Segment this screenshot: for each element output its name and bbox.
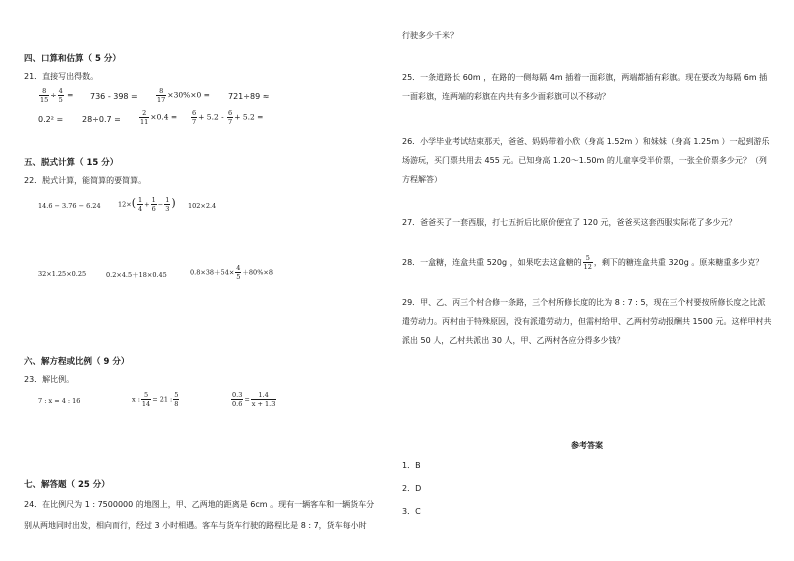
- answer-2: 2．D: [402, 484, 422, 493]
- answer-key-title: 参考答案: [571, 441, 603, 450]
- q29-text: 29．甲、乙、丙三个村合修一条路，三个村所修长度的比为 8 : 7 : 5，现在三个村要按所修长度之比派遣劳动力。丙村由于特殊原因，没有派遣劳动力，但需村给甲、乙两村劳动报酬共 1500 元。这样甲村共派出 50 人，乙村共派出 30 人，甲、乙两村各应分得多少钱？: [402, 298, 772, 345]
- q24-continuation: 行驶多少千米？: [402, 31, 458, 40]
- q23-label: 23．解比例。: [24, 375, 75, 384]
- q22-label: 22．脱式计算，能简算的要简算。: [24, 176, 147, 185]
- q21-r2-c3: $\frac{2}{11}$ ×0.4 =: [140, 109, 178, 126]
- q26-text: 26．小学毕业考试结束那天，爸爸、妈妈带着小欣（身高 1.52m ）和妹妹（身高 1.25m ）一起到游乐场游玩，买门票共用去 455 元。已知身高 1.20～1.50m 的儿童享受半价票，一张全价票多少元？（列方程解答）: [402, 137, 770, 184]
- answer-1: 1．B: [402, 461, 421, 470]
- q24-line2: 别从两地同时出发，相向而行，经过 3 小时相遇。客车与货车行驶的路程比是 8 : 7，货车每小时: [24, 521, 367, 530]
- q21-r1-c4: 721÷89 ≈: [228, 92, 270, 101]
- q25-text: 25．一条道路长 60m ，在路的一侧每隔 4m 插着一面彩旗，两端都插有彩旗。现在要改为每隔 6m 插一面彩旗，连两端的彩旗在内共有多少面彩旗可以不移动？: [402, 73, 768, 101]
- section-6-title: 六、解方程或比例（ 9 分）: [24, 357, 130, 367]
- q23-e1: 7 : x = 4 : 16: [38, 397, 81, 405]
- q28-text: 28．一盒糖，连盒共重 520g ，如果吃去这盒糖的 $\frac{5}{12}$ ，剩下的糖连盒共重 320g 。原来糖重多少克？: [402, 254, 764, 271]
- q21-label: 21．直接写出得数。: [24, 72, 99, 81]
- section-5-title: 五、脱式计算（ 15 分）: [24, 158, 119, 168]
- section-4-title: 四、口算和估算（ 5 分）: [24, 54, 121, 64]
- q21-r1-c3: $\frac{8}{17}$ ×30%×0 =: [157, 87, 210, 104]
- q22-r1-e3: 102×2.4: [188, 202, 217, 210]
- q21-r2-c4: $\frac{6}{7}$ + 5.2 - $\frac{6}{7}$ + 5.2 =: [192, 109, 264, 126]
- q22-r2-e1: 32×1.25×0.25: [38, 270, 87, 278]
- q21-r2-c2: 28÷0.7 =: [82, 115, 121, 124]
- q23-e2: x : $\frac{5}{14}$ = 21 : $\frac{5}{8}$: [132, 391, 179, 408]
- q22-r1-e1: 14.6 − 3.76 − 6.24: [38, 202, 101, 210]
- q23-e3: $\frac{0.3}{0.6}$ = $\frac{1.4}{x + 1.3}$: [232, 391, 276, 408]
- q22-r2-e3: 0.8×38＋54× $\frac{4}{5}$ ＋80%×8: [190, 264, 273, 281]
- q22-r1-e2: 12×( $\frac{1}{4}$ + $\frac{1}{6}$ − $\frac{1}{3}$ ): [118, 196, 176, 213]
- q21-r1-c2: 736 - 398 =: [90, 92, 138, 101]
- q24-line1: 24．在比例尺为 1 : 7500000 的地图上，甲、乙两地的距离是 6cm 。现有一辆客车和一辆货车分: [24, 500, 375, 509]
- answer-3: 3．C: [402, 507, 421, 516]
- q21-r2-c1: 0.2² =: [38, 115, 64, 124]
- q21-r1-c1: $\frac{8}{15}$ ÷ $\frac{4}{5}$ =: [40, 87, 74, 104]
- section-7-title: 七、解答题（ 25 分）: [24, 480, 110, 490]
- q27-text: 27．爸爸买了一套西服，打七五折后比原价便宜了 120 元，爸爸买这套西服实际花了多少元？: [402, 218, 737, 227]
- q22-r2-e2: 0.2×4.5＋18×0.45: [106, 271, 167, 279]
